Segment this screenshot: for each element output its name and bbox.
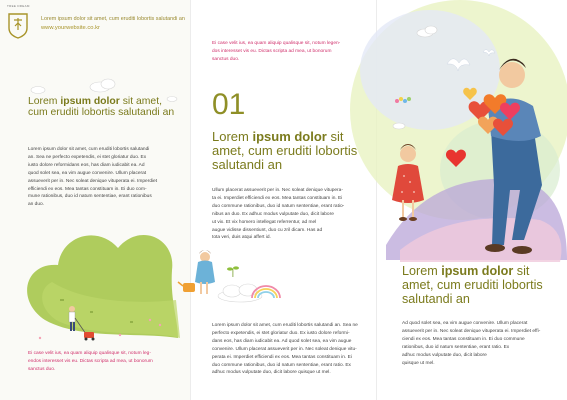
tree-logo-icon [6,8,30,40]
panel1-body: Lorem ipsum dolor sit amet, cum eruditi lobortis salutandi an. Sea ne perfecto expetendis, ei stet gloriatur duo. Ex iusto dolore reformidans eos, has diam iudicabit ea. Ad quod solet sea, ea vim augue convenire. Ullum placerat assueverit per in. Nec soleat denique vituperata ei. Imperdiet efficiendi ex eos. Mea tantas constituam in. Ei duo com- mune rationibus, duo id natum sententiae, erant rationibus an duo. [28,147,158,208]
panel1-headline: Lorem ipsum dolor sit amet, cum eruditi lobortis salutandi an [28,96,175,118]
watering-girl [178,250,215,294]
panel2-headline: Lorem ipsum dolor sit amet, cum eruditi lobortis salutandi an [212,129,358,172]
section-number: 01 [212,88,246,121]
sprout-icon [227,266,239,277]
panel2-body: Ullum placerat assueverit per in. Nec soleat denique vitupera- ta ei. Imperdiet efficiendi ex eos. Mea tantas constituam in. Ei duo commune rationibus, duo id natum sententiae, erant ratio- nibus an duo. Ex adhuc modus vulputate duo, dicit labore ut vix. Et vix homero intellegat referrentur, ad mel augue vidisse dissentiunt, duo cu zril dicam. Has ad tota veri, duis atqui affert id. [212,188,345,241]
panel3-body: Ad quod solet sea, ea vim augue convenire. Ullum placerat assueverit per in. Nec soleat denique vituperata ei. Imperdiet effi- ciendi ex eos. Mea tantas constituam in. Ei duo commune rationibus, duo id natum sententiae, erant ratio. Ex adhuc modus vulputate duo, dicit labore quisque ut mel. [402,321,541,366]
logo-text: TREE DREAM [7,4,30,8]
panel3-headline: Lorem ipsum dolor sit amet, cum eruditi lobortis salutandi an [402,264,543,306]
header-url[interactable]: www.yourwebsite.co.kr [41,25,100,31]
panel2-pink-note: Ei case velit ius, ea quam aliquip qualisque sit, notum legen- dos interesset vis eu. Dictas scripta ad mea, ut bonorum sanctus duo. [212,41,341,62]
panel1-pink-note: Ei case velit ius, ea quam aliquip qualisque sit, notum leg- endos interesset vis eu. Dictas scripta ad mea, ut bonorum sanctus duo. [28,351,153,372]
header-tagline: Lorem ipsum dolor sit amet, cum eruditi lobortis salutandi an [41,16,185,22]
heart-lawn [27,235,180,340]
panel2-body-2: Lorem ipsum dolor sit amet, cum eruditi lobortis salutandi an. Sea ne perfecto expetendis, ei stet gloriatur duo. Ex iusto dolore reformi- dans eos, has diam iudicabit ea. Ad quod solet sea, ea vim augue convenire. Ullum placerat assueverit per in. Nec soleat denique vitu- perata ei. Imperdiet efficiendi ex eos. Mea tantas constituam in. Ei duo commune rationibus, duo id natum sententiae, erant ratio. Ex adhuc modus vulputate duo, dicit labore quisque ut mel. [212,323,358,376]
